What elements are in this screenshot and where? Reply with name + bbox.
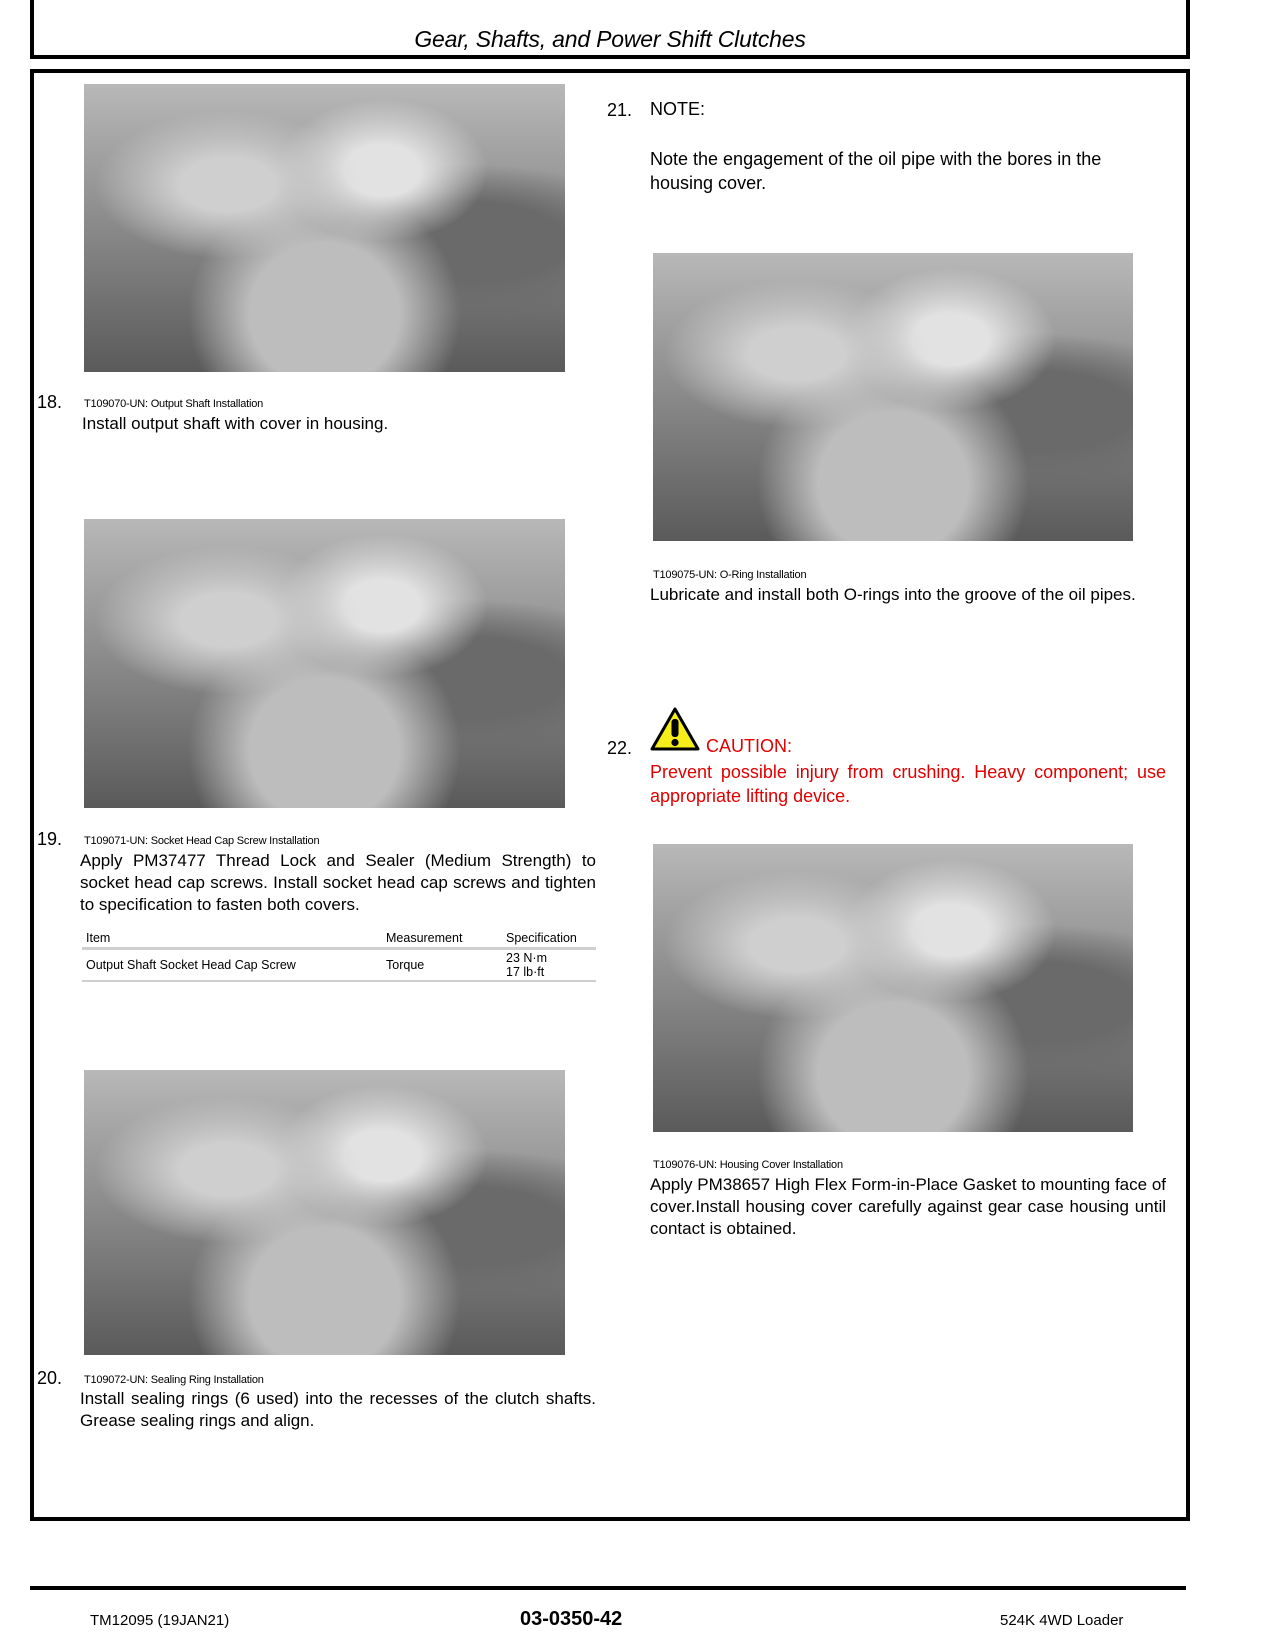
spec-imperial: 17 lb·ft	[506, 965, 545, 979]
caution-label: CAUTION:	[706, 736, 793, 756]
footer-manual-id: TM12095 (19JAN21)	[90, 1612, 230, 1629]
image-caption: T109070-UN: Output Shaft Installation	[84, 398, 264, 410]
step-number: 19.	[37, 829, 63, 849]
cell-item: Output Shaft Socket Head Cap Screw	[82, 949, 382, 982]
specification-table	[82, 930, 596, 982]
photo-output-shaft-installation	[84, 84, 565, 372]
step-text: Lubricate and install both O-rings into the groove of the oil pipes.	[650, 585, 1136, 604]
spec-metric: 23 N·m	[506, 951, 547, 965]
cell-measurement: Torque	[382, 949, 502, 982]
step-text: Install output shaft with cover in housing.	[82, 414, 389, 433]
footer-model: 524K 4WD Loader	[1000, 1612, 1124, 1629]
page-header	[30, 0, 1190, 59]
footer-divider	[30, 1586, 1186, 1590]
image-caption: T109072-UN: Sealing Ring Installation	[84, 1374, 264, 1386]
caution-text: Prevent possible injury from crushing. Heavy component; use appropriate lifting device.	[650, 762, 1166, 806]
step-number: 20.	[37, 1368, 63, 1388]
step-text: Install sealing rings (6 used) into the recesses of the clutch shafts. Grease sealing rings and align.	[80, 1389, 596, 1430]
note-text: Note the engagement of the oil pipe with the bores in the housing cover.	[650, 149, 1102, 193]
table-row	[82, 949, 596, 982]
table-header-row	[82, 930, 596, 949]
photo-o-ring-installation	[653, 253, 1133, 541]
image-caption: T109071-UN: Socket Head Cap Screw Installation	[84, 835, 320, 847]
step-number: 18.	[37, 392, 63, 412]
note-label: NOTE:	[650, 99, 706, 119]
photo-sealing-ring-installation	[84, 1070, 565, 1355]
photo-housing-cover-installation	[653, 844, 1133, 1132]
step-number: 22.	[607, 738, 633, 758]
column-header-item: Item	[82, 930, 382, 949]
image-caption: T109076-UN: Housing Cover Installation	[653, 1159, 843, 1171]
step-text: Apply PM37477 Thread Lock and Sealer (Medium Strength) to socket head cap screws. Install socket head cap screws and tighten to specification to fasten both covers.	[80, 851, 596, 914]
photo-socket-head-cap-screw-installation	[84, 519, 565, 808]
warning-triangle-icon	[650, 707, 700, 751]
step-text: Apply PM38657 High Flex Form-in-Place Gasket to mounting face of cover.Install housing cover carefully against gear case housing until contact is obtained.	[650, 1175, 1166, 1238]
image-caption: T109075-UN: O-Ring Installation	[653, 569, 807, 581]
page-title: Gear, Shafts, and Power Shift Clutches	[414, 26, 806, 52]
column-header-specification: Specification	[502, 930, 596, 949]
column-header-measurement: Measurement	[382, 930, 502, 949]
step-number: 21.	[607, 100, 633, 120]
footer-page-number: 03-0350-42	[520, 1608, 623, 1630]
cell-specification	[502, 949, 596, 982]
